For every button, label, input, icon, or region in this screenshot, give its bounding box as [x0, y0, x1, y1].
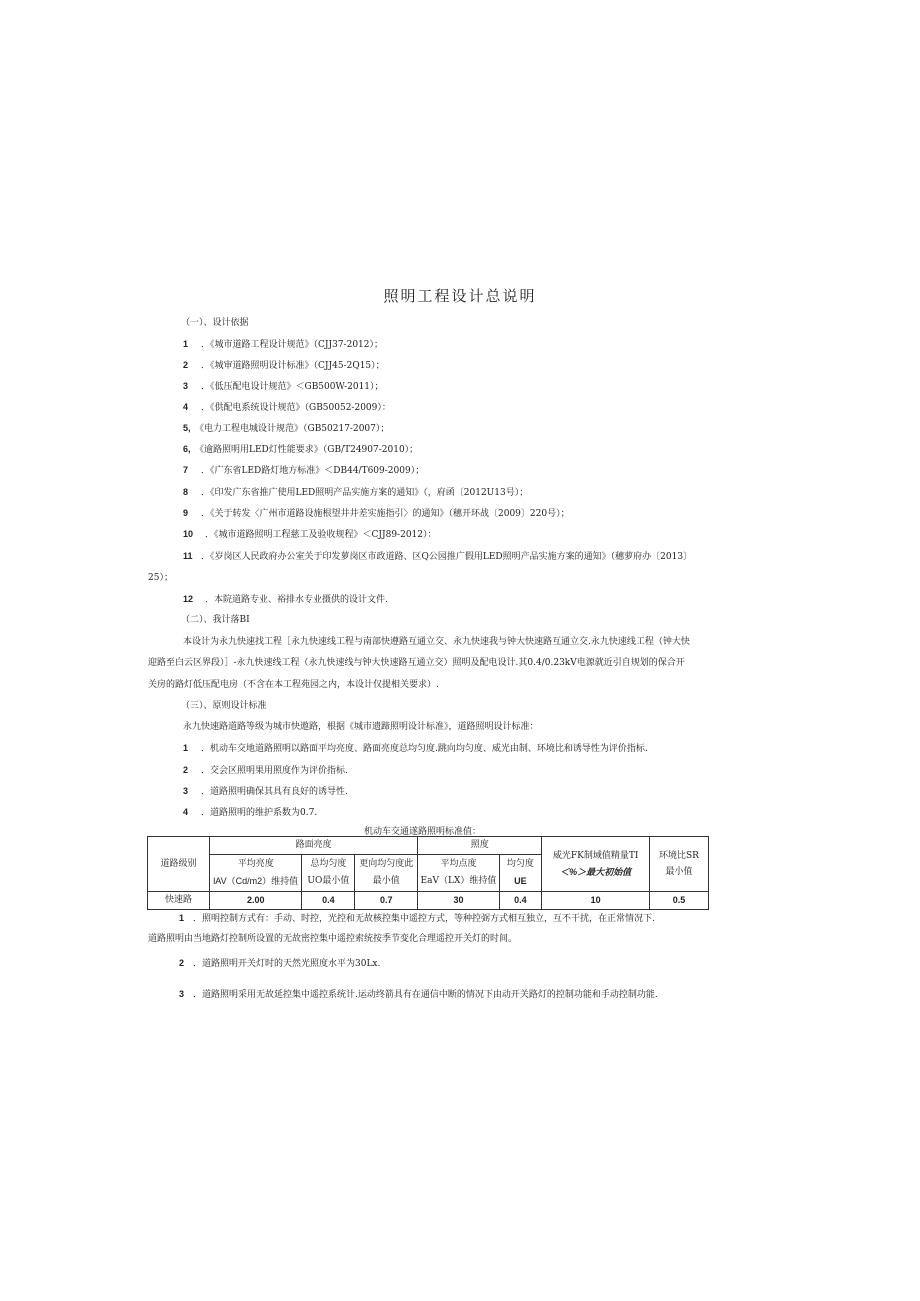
cell-sr: 0.5 — [649, 892, 708, 910]
list-item: 11 ．《岁岗区人民政府办公室关于印发萝岗区市政道路、区Q公园推广假用LED照明产品实施方案的通知》（穗萝府办〔2013〕 — [183, 551, 693, 562]
header-road-level: 道路级别 — [148, 837, 210, 892]
cell-ul: 0.7 — [355, 892, 418, 910]
note-item: 3 ．道路照明采用无故延控集中遥控系统计.运动终箭具有在通信中断的情况下由动开关路灯的控制功能和手动控制功能. — [179, 989, 658, 1000]
header-uniformity: 均匀度 UE — [499, 855, 542, 892]
list-item: 3 ．《低压配电设计规范》＜GB500W-2011）； — [183, 381, 384, 392]
note-item: 2 ．道路照明开关灯时的天然光照度水平为30Lx. — [179, 958, 381, 969]
header-group-luminance: 路面亮度 — [209, 837, 417, 855]
cell-lav: 2.00 — [209, 892, 301, 910]
paragraph-line: 迎路至白云区界段）］-永九快速线工程（永九快速线与钟大快速路互通立交）照明及配电设计.其0.4/0.23kV电源就近引自规划的保合开 — [148, 658, 685, 668]
note-continuation: 道路照明由当地路灯控制所设置的无故密控集中遥控索统按季节变化合理遥控开关灯的时间。 — [148, 934, 518, 944]
header-total-uniformity: 总均匀度 UO最小值 — [302, 855, 355, 892]
note-item: 1 ．照明控制方式有：手动、时控，光控和无故核控集中遥控方式，等种控弼方式相互独立，互不干扰，在正常情况下. — [179, 913, 655, 924]
list-item: 1 ．《城市道路工程设计规范》（CJJ37-2012）； — [183, 339, 384, 350]
list-item-continuation: 25）； — [148, 573, 173, 583]
list-item: 3 ．道路照明确保其具有良好的诱导性. — [183, 786, 348, 797]
header-avg-luminance: 平均亮度 lAV（Cd/m2）维持值 — [209, 855, 301, 892]
section-heading-basis: （一）、设计依据 — [181, 318, 249, 328]
header-longitudinal-uniformity: 更向均匀度此 最小值 — [355, 855, 418, 892]
list-item: 9 ．《关于转发〈广州市道路设施根望井井差实施指引〉的通知》（穗开环战〔2009〕220号）； — [183, 508, 570, 519]
list-item: 2 ．交会区照明果用照度作为评价指标. — [183, 765, 348, 776]
paragraph-line: 永九快速路道路等级为城市快遨路，根据《城市遗蹄照明设计标准》，道路照明设计标准： — [183, 722, 539, 732]
list-item: 5, 《电力工程电城设计规范》（GB50217-2007）； — [183, 423, 390, 434]
table-caption: 机动车交通遂路照明标准值： — [363, 827, 481, 837]
paragraph-line: 本设计为永九快速找工程［永九快速线工程与南部快遵路互通立交、永九快速我与钟大快速路互通立交.永九快速线工程（钟大快 — [183, 637, 690, 647]
list-item: 4 ．道路照明的维护系数为0.7. — [183, 807, 318, 818]
lighting-standard-table — [147, 836, 709, 910]
list-item: 4 ．《供配电系统设计规范》（GB50052-2009）： — [183, 402, 391, 413]
page-title: 照明工程设计总说明 — [383, 287, 537, 305]
list-item: 1 ．机动车交地道路照明以路面平均亮度、路面亮度总均匀度.跳向均匀度、威光由制、环境比和诱导性为评价指标. — [183, 743, 648, 754]
header-avg-illuminance: 平均点度 EaV（LX）维持值 — [418, 855, 499, 892]
cell-eav: 30 — [418, 892, 499, 910]
header-group-illuminance: 照度 — [418, 837, 542, 855]
cell-ti: 10 — [542, 892, 650, 910]
cell-level: 快速路 — [148, 892, 210, 910]
table-row — [148, 892, 709, 910]
list-item: 2 ．《城审道路照明设计标准》（CJJ45-2Q15）； — [183, 360, 385, 371]
list-item: 8 ．《印发广东省推广使用LED照明产品实施方案的通知》（，府函〔2012U13号）； — [183, 487, 529, 498]
list-item: 10 ．《城市道路照明工程慈工及验收规程》＜CJJ89-2012）： — [183, 529, 437, 540]
cell-ue: 0.4 — [499, 892, 542, 910]
header-glare: 威光FK制域值精量TI ＜%＞最大初始值 — [542, 837, 650, 892]
list-item: 7 ．《广东省LED路灯地方标准》＜DB44/T609-2009）； — [183, 465, 425, 476]
list-item: 12 ．本院道路专业、裕排水专业摄供的设计文件. — [183, 594, 388, 605]
paragraph-line: 关房的路灯低压配电房（不含在本工程苑园之内，本设计仅提相关要求）. — [148, 680, 439, 690]
section-heading-standards: （三）、原则设计标准 — [181, 701, 267, 711]
section-heading-scope: （二）、我计落BI — [181, 615, 250, 625]
cell-uo: 0.4 — [302, 892, 355, 910]
list-item: 6, 《逾路照明用LED灯性能要求》（GB/T24907-2010）； — [183, 444, 419, 455]
header-surround-ratio: 环境比SR 最小值 — [649, 837, 708, 892]
